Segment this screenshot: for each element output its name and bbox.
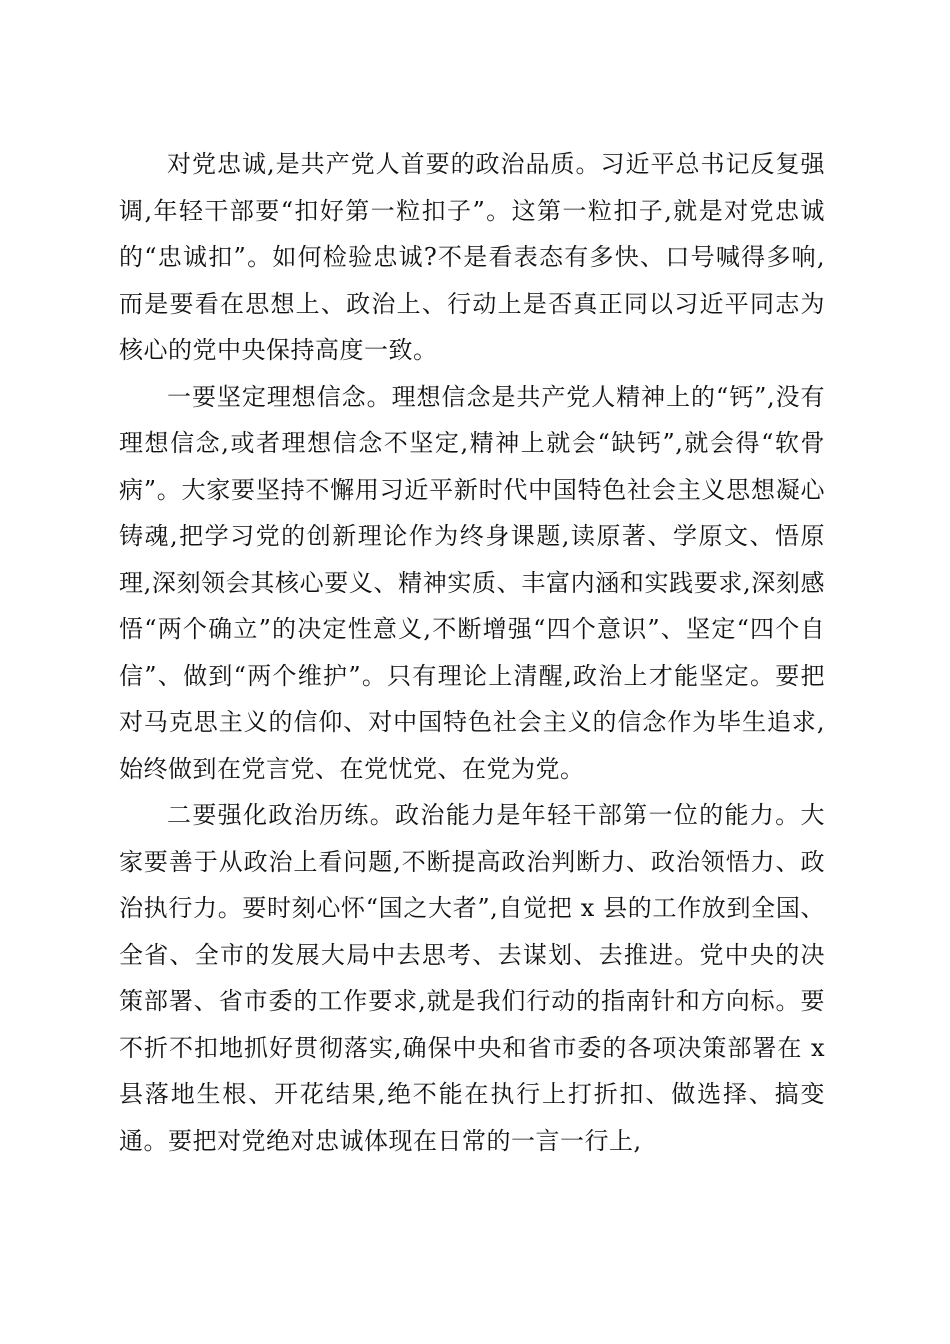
document-body	[119, 141, 825, 1164]
paragraph-political-training: 二要强化政治历练。政治能力是年轻干部第一位的能力。大家要善于从政治上看问题,不断提高政治判断力、政治领悟力、政治执行力。要时刻心怀“国之大者”,自觉把 x 县的工作放到全国、全省、全市的发展大局中去思考、去谋划、去推进。党中央的决策部署、省市委的工作要求,就是我们行动的指南针和方向标。要不折不扣地抓好贯彻落实,确保中央和省市委的各项决策部署在 x 县落地生根、开花结果,绝不能在执行上打折扣、做选择、搞变通。要把对党绝对忠诚体现在日常的一言一行上,	[119, 801, 825, 1155]
paragraph-intro: 对党忠诚,是共产党人首要的政治品质。习近平总书记反复强调,年轻干部要“扣好第一粒扣子”。这第一粒扣子,就是对党忠诚的“忠诚扣”。如何检验忠诚?不是看表态有多快、口号喊得多响,而是要看在思想上、政治上、行动上是否真正同以习近平同志为核心的党中央保持高度一致。	[119, 150, 825, 364]
paragraph-ideals: 一要坚定理想信念。理想信念是共产党人精神上的“钙”,没有理想信念,或者理想信念不坚定,精神上就会“缺钙”,就会得“软骨病”。大家要坚持不懈用习近平新时代中国特色社会主义思想凝心铸魂,把学习党的创新理论作为终身课题,读原著、学原文、悟原理,深刻领会其核心要义、精神实质、丰富内涵和实践要求,深刻感悟“两个确立”的决定性意义,不断增强“四个意识”、坚定“四个自信”、做到“两个维护”。只有理论上清醒,政治上才能坚定。要把对马克思主义的信仰、对中国特色社会主义的信念作为毕生追求,始终做到在党言党、在党忧党、在党为党。	[119, 382, 825, 783]
